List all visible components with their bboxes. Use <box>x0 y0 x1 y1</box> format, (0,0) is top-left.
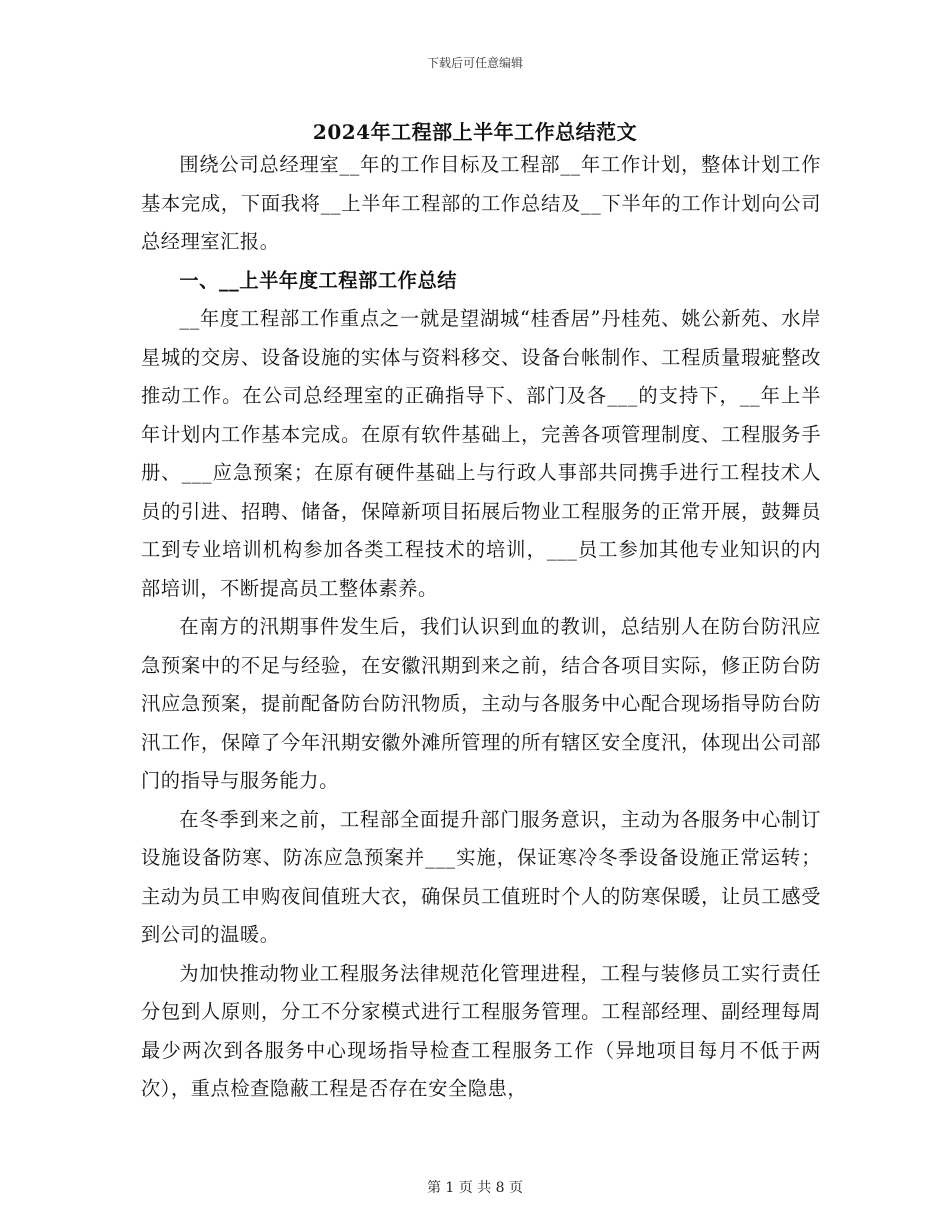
document-title: 2024年工程部上半年工作总结范文 <box>312 120 638 144</box>
section-heading: 一、__上半年度工程部工作总结 <box>179 268 458 292</box>
page-header-note: 下载后可任意编辑 <box>426 56 523 70</box>
paragraph-flood-prevention: 在南方的汛期事件发生后，我们认识到血的教训，总结别人在防台防汛应急预案中的不足与经验，在安徽汛期到来之前，结合各项目实际，修正防台防汛应急预案，提前配备防台防汛物质，主动与各服务中心配合现场指导防台防汛工作，保障了今年汛期安徽外滩所管理的所有辖区安全度汛，体现出公司部门的指导与服务能力。 <box>141 615 821 792</box>
paragraph-winter-preparation: 在冬季到来之前，工程部全面提升部门服务意识，主动为各服务中心制订设施设备防寒、防冻应急预案并___实施，保证寒冷冬季设备设施正常运转；主动为员工申购夜间值班大衣，确保员工值班时个人的防寒保暖，让员工感受到公司的温暖。 <box>141 807 821 946</box>
paragraph-work-focus: __年度工程部工作重点之一就是望湖城“桂香居”丹桂苑、姚公新苑、水岸星城的交房、设备设施的实体与资料移交、设备台帐制作、工程质量瑕疵整改推动工作。在公司总经理室的正确指导下、部门及各___的支持下，__年上半年计划内工作基本完成。在原有软件基础上，完善各项管理制度、工程服务手册、___应急预案；在原有硬件基础上与行政人事部共同携手进行工程技术人员的引进、招聘、储备，保障新项目拓展后物业工程服务的正常开展，鼓舞员工到专业培训机构参加各类工程技术的培训，___员工参加其他专业知识的内部培训，不断提高员工整体素养。 <box>141 307 821 600</box>
page-number: 第 1 页 共 8 页 <box>426 1180 524 1196</box>
document-body <box>141 146 821 1109</box>
paragraph-management-process: 为加快推动物业工程服务法律规范化管理进程，工程与装修员工实行责任分包到人原则，分工不分家模式进行工程服务管理。工程部经理、副经理每周最少两次到各服务中心现场指导检查工程服务工作（异地项目每月不低于两次），重点检查隐蔽工程是否存在安全隐患， <box>141 961 821 1100</box>
paragraph-intro: 围绕公司总经理室__年的工作目标及工程部__年工作计划，整体计划工作基本完成，下面我将__上半年工程部的工作总结及__下半年的工作计划向公司总经理室汇报。 <box>141 153 821 253</box>
